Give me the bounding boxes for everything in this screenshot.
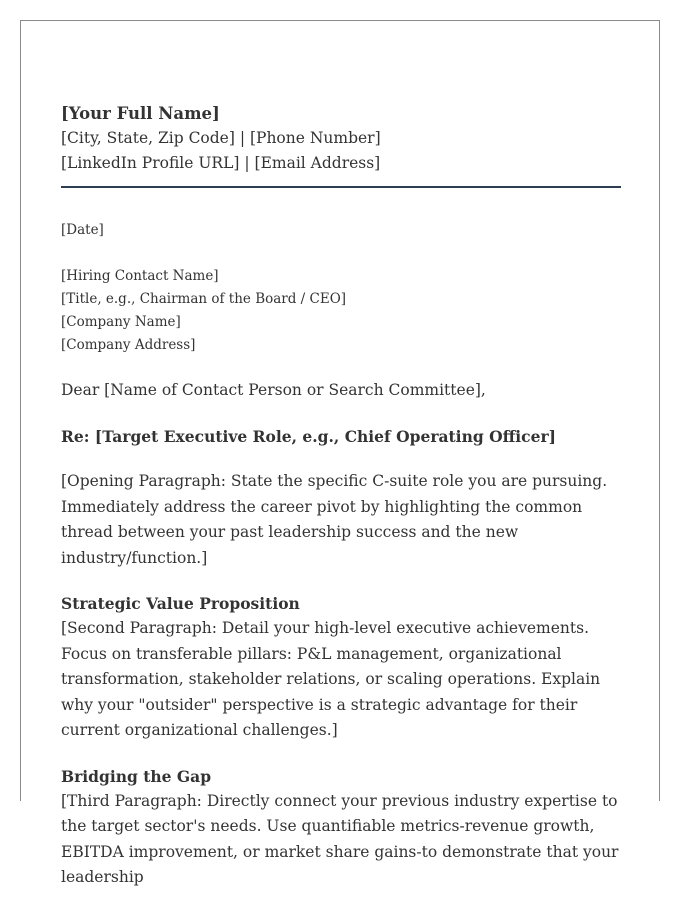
recipient-company-name: [Company Name] [61, 314, 181, 330]
recipient-block [61, 265, 621, 357]
salutation: Dear [Name of Contact Person or Search Committee], [61, 381, 486, 399]
letter-date: [Date] [61, 222, 104, 238]
recipient-contact-name: [Hiring Contact Name] [61, 268, 219, 284]
letter-content [61, 101, 621, 891]
header-divider [61, 186, 621, 188]
subject-line: Re: [Target Executive Role, e.g., Chief Operating Officer] [61, 426, 556, 446]
recipient-title: [Title, e.g., Chairman of the Board / CEO] [61, 291, 347, 307]
section-text-bridging-gap: [Third Paragraph: Directly connect your previous industry expertise to the target sector's needs. Use quantifiable metrics-revenue growth, EBITDA improvement, or market share gains-to demonstrate that your leadership [61, 791, 619, 886]
letter-page [20, 20, 660, 886]
section-heading-value-proposition: Strategic Value Proposition [61, 594, 300, 613]
section-text-value-proposition: [Second Paragraph: Detail your high-level executive achievements. Focus on transferable pillars: P&L management, organizational transformation, stakeholder relations, or scaling operations. Explain why your "outsider" perspective is a strategic advantage for their current organizational challenges.] [61, 619, 601, 739]
opening-paragraph: [Opening Paragraph: State the specific C-suite role you are pursuing. Immediately address the career pivot by highlighting the common thread between your past leadership success and the new industry/function.] [61, 472, 608, 567]
sender-linkedin-email: [LinkedIn Profile URL] | [Email Address] [61, 154, 381, 172]
section-heading-bridging-gap: Bridging the Gap [61, 766, 212, 786]
recipient-company-address: [Company Address] [61, 337, 196, 353]
sender-name: [Your Full Name] [61, 104, 220, 123]
letter-header [61, 101, 621, 176]
sender-location-phone: [City, State, Zip Code] | [Phone Number] [61, 129, 381, 147]
